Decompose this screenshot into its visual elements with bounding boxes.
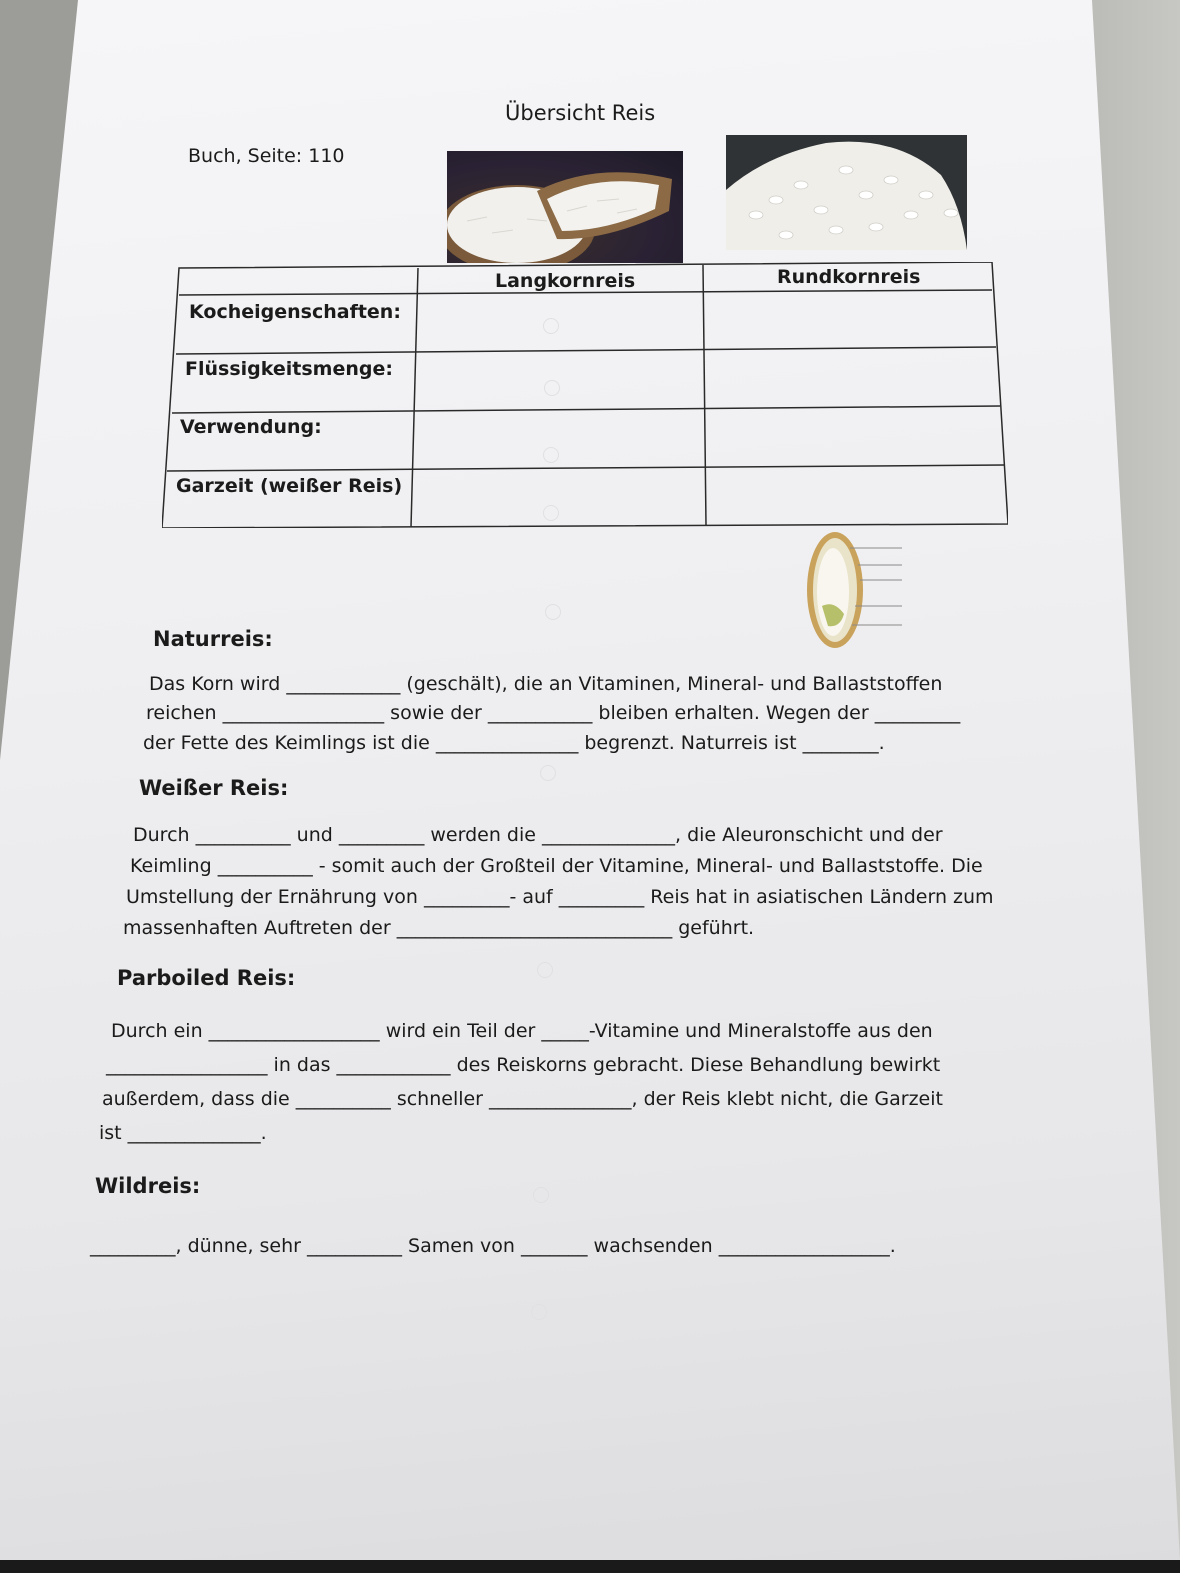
rice-comparison-table [162, 262, 1008, 528]
naturreis-line-2: reichen _________________ sowie der ___________ bleiben erhalten. Wegen der _________ [146, 702, 961, 724]
heading-weisser-reis: Weißer Reis: [139, 776, 289, 800]
hole-mark [540, 765, 556, 781]
hole-mark [537, 962, 553, 978]
hole-mark [543, 505, 559, 521]
wildreis-line-1: _________, dünne, sehr __________ Samen von _______ wachsenden __________________. [90, 1235, 896, 1257]
heading-parboiled-reis: Parboiled Reis: [117, 966, 296, 990]
parboiled-line-1: Durch ein __________________ wird ein Teil der _____-Vitamine und Mineralstoffe aus den [111, 1020, 933, 1042]
weisser-line-1: Durch __________ und _________ werden die ______________, die Aleuronschicht und der [133, 824, 943, 846]
rice-grain-cross-section [800, 528, 910, 653]
hole-mark [545, 604, 561, 620]
naturreis-line-3: der Fette des Keimlings ist die _______________ begrenzt. Naturreis ist ________. [143, 732, 885, 754]
parboiled-line-3: außerdem, dass die __________ schneller _______________, der Reis klebt nicht, die Garzeit [102, 1088, 943, 1110]
weisser-line-3: Umstellung der Ernährung von _________- auf _________ Reis hat in asiatischen Ländern zum [126, 886, 994, 908]
heading-wildreis: Wildreis: [95, 1174, 201, 1198]
hole-mark [543, 447, 559, 463]
page-title: Übersicht Reis [505, 101, 656, 125]
parboiled-line-2: _________________ in das ____________ des Reiskorns gebracht. Diese Behandlung bewirkt [106, 1054, 941, 1076]
naturreis-line-1: Das Korn wird ____________ (geschält), die an Vitaminen, Mineral- und Ballaststoffen [149, 673, 943, 695]
book-reference: Buch, Seite: 110 [188, 145, 345, 167]
desk-edge [0, 1560, 1180, 1573]
table-header-langkornreis: Langkornreis [495, 270, 636, 292]
long-grain-rice-photo [447, 151, 683, 263]
table-row-fluessigkeitsmenge: Flüssigkeitsmenge: [185, 358, 393, 380]
heading-naturreis: Naturreis: [153, 627, 273, 651]
weisser-line-2: Keimling __________ - somit auch der Großteil der Vitamine, Mineral- und Ballaststoffe. Die [130, 855, 983, 877]
hole-mark [533, 1187, 549, 1203]
round-grain-rice-photo [726, 135, 967, 250]
weisser-line-4: massenhaften Auftreten der _____________________________ geführt. [123, 917, 755, 939]
hole-mark [543, 318, 559, 334]
parboiled-line-4: ist ______________. [99, 1122, 267, 1144]
table-header-rundkornreis: Rundkornreis [777, 266, 921, 288]
hole-mark [544, 380, 560, 396]
hole-mark [531, 1304, 547, 1320]
table-row-garzeit: Garzeit (weißer Reis) [176, 475, 403, 497]
table-row-kocheigenschaften: Kocheigenschaften: [189, 301, 401, 323]
table-row-verwendung: Verwendung: [180, 416, 322, 438]
